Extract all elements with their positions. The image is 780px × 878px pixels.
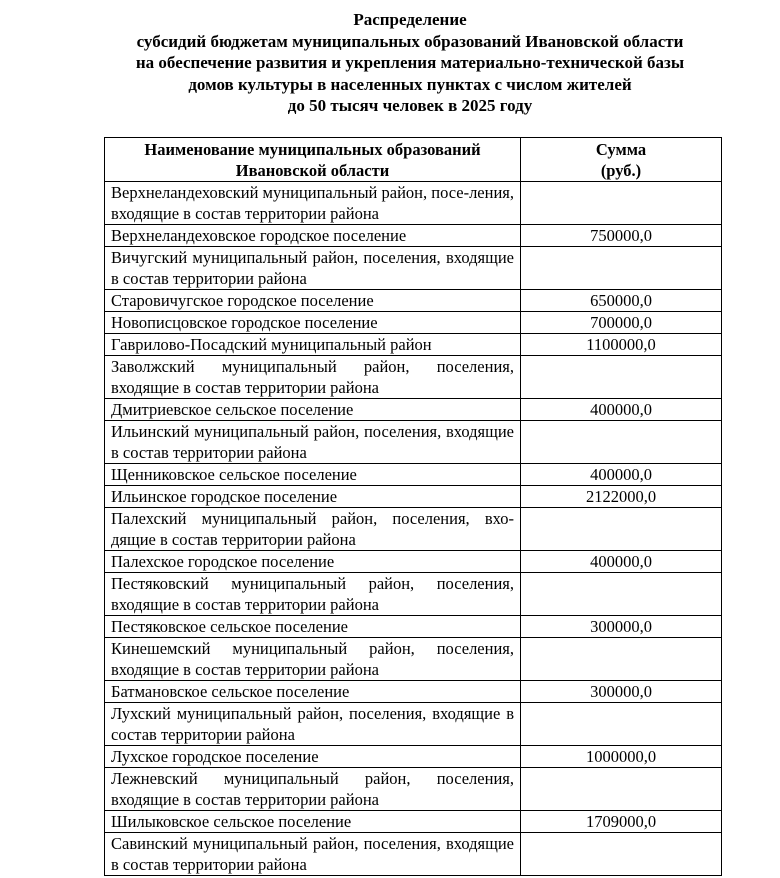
- subsidy-amount: [521, 247, 722, 290]
- municipality-name: Щенниковское сельское поселение: [105, 464, 521, 486]
- table-row: [105, 334, 722, 356]
- table-row: [105, 464, 722, 486]
- header-sum-line: (руб.): [600, 161, 642, 180]
- table-row: [105, 312, 722, 334]
- municipality-name: Заволжский муниципальный район, поселения, входящие в состав территории района: [105, 356, 521, 399]
- table-row: [105, 681, 722, 703]
- table-row: [105, 356, 722, 399]
- subsidy-amount: 700000,0: [521, 312, 722, 334]
- subsidy-amount: [521, 356, 722, 399]
- subsidy-amount: 2122000,0: [521, 486, 722, 508]
- municipality-name: Верхнеландеховское городское поселение: [105, 225, 521, 247]
- table-row: [105, 508, 722, 551]
- table-row: [105, 399, 722, 421]
- subsidy-amount: 400000,0: [521, 399, 722, 421]
- municipality-name: Батмановское сельское поселение: [105, 681, 521, 703]
- title-line: субсидий бюджетам муниципальных образований Ивановской области: [136, 31, 684, 51]
- title-line: до 50 тысяч человек в 2025 году: [287, 96, 533, 116]
- municipality-name: Шилыковское сельское поселение: [105, 811, 521, 833]
- subsidy-amount: [521, 182, 722, 225]
- table-row: [105, 616, 722, 638]
- table-row: [105, 768, 722, 811]
- municipality-name: Дмитриевское сельское поселение: [105, 399, 521, 421]
- subsidy-amount: 1709000,0: [521, 811, 722, 833]
- municipality-name: Новописцовское городское поселение: [105, 312, 521, 334]
- municipality-name: Гаврилово-Посадский муниципальный район: [105, 334, 521, 356]
- subsidy-amount: 1100000,0: [521, 334, 722, 356]
- municipality-name: Старовичугское городское поселение: [105, 290, 521, 312]
- subsidy-amount: 300000,0: [521, 616, 722, 638]
- table-header-row: [105, 138, 722, 182]
- municipality-name: Палехское городское поселение: [105, 551, 521, 573]
- table-row: [105, 247, 722, 290]
- subsidy-table: [104, 137, 722, 876]
- subsidy-amount: [521, 833, 722, 876]
- subsidy-amount: [521, 573, 722, 616]
- municipality-name: Палехский муниципальный район, поселения, вхо-дящие в состав территории района: [105, 508, 521, 551]
- header-name-line: Ивановской области: [235, 161, 390, 180]
- subsidy-amount: 300000,0: [521, 681, 722, 703]
- municipality-name: Пестяковский муниципальный район, поселения, входящие в состав территории района: [105, 573, 521, 616]
- subsidy-amount: 750000,0: [521, 225, 722, 247]
- municipality-name: Ильинское городское поселение: [105, 486, 521, 508]
- table-row: [105, 833, 722, 876]
- municipality-name: Ильинский муниципальный район, поселения, входящие в состав территории района: [105, 421, 521, 464]
- municipality-name: Верхнеландеховский муниципальный район, посе-ления, входящие в состав территории района: [105, 182, 521, 225]
- subsidy-amount: 1000000,0: [521, 746, 722, 768]
- table-row: [105, 638, 722, 681]
- table-row: [105, 703, 722, 746]
- document-title: [60, 9, 760, 117]
- municipality-name: Лухский муниципальный район, поселения, входящие в состав территории района: [105, 703, 521, 746]
- table-row: [105, 421, 722, 464]
- header-sum-line: Сумма: [595, 140, 647, 159]
- title-line: на обеспечение развития и укрепления материально-технической базы: [135, 53, 685, 73]
- table-row: [105, 746, 722, 768]
- title-line: домов культуры в населенных пунктах с числом жителей: [188, 74, 632, 94]
- table-row: [105, 182, 722, 225]
- subsidy-amount: [521, 421, 722, 464]
- header-name-line: Наименование муниципальных образований: [144, 140, 481, 159]
- subsidy-amount: [521, 703, 722, 746]
- table-row: [105, 290, 722, 312]
- subsidy-amount: 400000,0: [521, 551, 722, 573]
- municipality-name: Лухское городское поселение: [105, 746, 521, 768]
- table-row: [105, 225, 722, 247]
- table-row: [105, 573, 722, 616]
- table-row: [105, 486, 722, 508]
- municipality-name: Пестяковское сельское поселение: [105, 616, 521, 638]
- header-name: [105, 138, 521, 182]
- subsidy-amount: [521, 768, 722, 811]
- municipality-name: Кинешемский муниципальный район, поселения, входящие в состав территории района: [105, 638, 521, 681]
- municipality-name: Лежневский муниципальный район, поселения, входящие в состав территории района: [105, 768, 521, 811]
- subsidy-amount: [521, 638, 722, 681]
- subsidy-amount: [521, 508, 722, 551]
- subsidy-amount: 400000,0: [521, 464, 722, 486]
- header-sum: [521, 138, 722, 182]
- table-row: [105, 551, 722, 573]
- title-line: Распределение: [353, 10, 467, 29]
- municipality-name: Савинский муниципальный район, поселения, входящие в состав территории района: [105, 833, 521, 876]
- municipality-name: Вичугский муниципальный район, поселения, входящие в состав территории района: [105, 247, 521, 290]
- subsidy-amount: 650000,0: [521, 290, 722, 312]
- table-row: [105, 811, 722, 833]
